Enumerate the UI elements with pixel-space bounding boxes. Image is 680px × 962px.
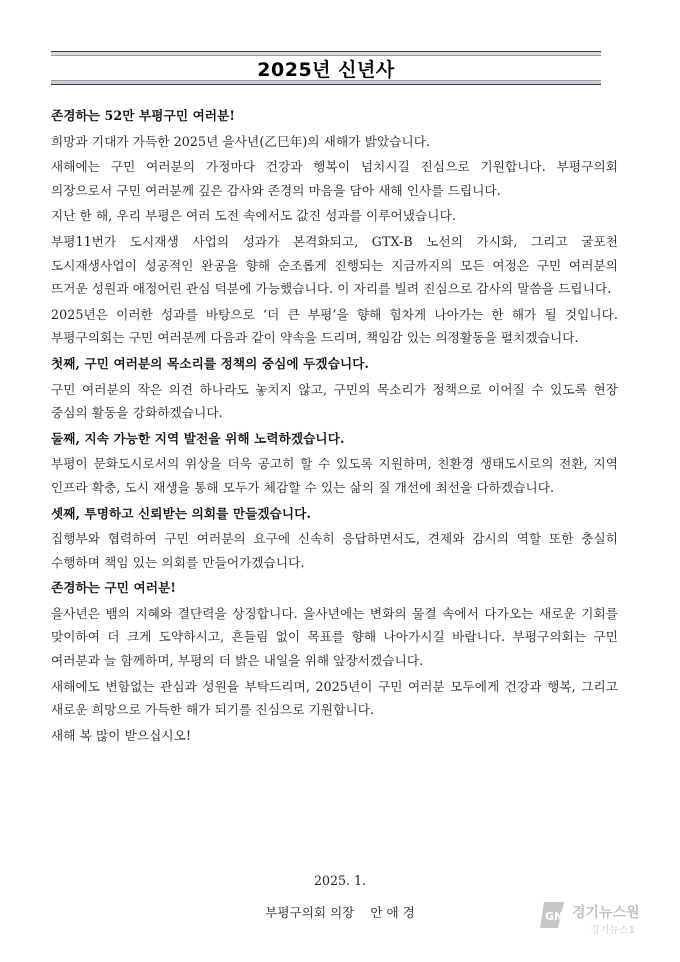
paragraph: 새해 복 많이 받으십시오! [51,727,192,743]
section-heading: 첫째, 구민 여러분의 목소리를 정책의 중심에 두겠습니다. [51,355,369,371]
letter-date: 2025. 1. [313,873,367,888]
watermark-logo-icon [540,900,568,930]
watermark-logo-text: GN [545,910,564,923]
paragraph: 새해에는 구민 여러분의 가정마다 건강과 행복이 넘치시길 진심으로 기원합니다. 부평구의회 의장으로서 구민 여러분께 깊은 감사와 존경의 마음을 담아 새해 인사를 드립니다. [51,159,618,198]
paragraph: 부평11번가 도시재생 사업의 성과가 본격화되고, GTX-B 노선의 가시화, 그리고 굴포천 도시재생사업이 성공적인 완공을 향해 순조롭게 진행되는 지금까지의 모든 여정은 구민 여러분의 뜨거운 성원과 애정어린 관심 덕분에 가능했습니다. 이 자리를 빌려 진심으로 감사의 말씀을 드립니다. [51,233,618,297]
watermark-subtitle: 경기뉴스1 [590,925,636,936]
paragraph: 집행부와 협력하여 구민 여러분의 요구에 신속히 응답하면서도, 견제와 감시의 역할 또한 충실히 수행하며 책임 있는 의회를 만들어가겠습니다. [51,531,618,570]
paragraph: 2025년은 이러한 성과를 바탕으로 ‘더 큰 부평’을 향해 힘차게 나아가는 한 해가 될 것입니다. 부평구의회는 구민 여러분께 다음과 같이 약속을 드리며, 책임감 있는 의정활동을 펼치겠습니다. [51,306,618,346]
title-inner [51,55,601,81]
page-title: 2025년 신년사 [257,58,395,81]
watermark-title: 경기뉴스원 [572,905,640,921]
section-heading: 존경하는 52만 부평구민 여러분! [51,108,235,123]
paragraph: 부평이 문화도시로서의 위상을 더욱 공고히 할 수 있도록 지원하며, 친환경 생태도시로의 전환, 지역 인프라 확충, 도시 재생을 통해 모두가 체감할 수 있는 삶의 질 개선에 최선을 다하겠습니다. [51,456,618,495]
paragraph: 을사년은 뱀의 지혜와 결단력을 상징합니다. 을사년에는 변화의 물결 속에서 다가오는 새로운 기회를 맞이하여 더 크게 도약하시고, 흔들림 없이 목표를 향해 나아가시길 바랍니다. 부평구의회는 구민 여러분과 늘 함께하며, 부평의 더 밝은 내일을 위해 앞장서겠습니다. [51,605,618,669]
section-heading: 존경하는 구민 여러분! [51,580,176,596]
letter-signature: 부평구의회 의장 안 애 경 [265,905,415,920]
paragraph: 희망과 기대가 가득한 2025년 을사년(乙巳年)의 새해가 밝았습니다. [51,133,431,149]
section-heading: 셋째, 투명하고 신뢰받는 의회를 만들겠습니다. [51,505,311,521]
watermark [540,896,670,940]
section-heading: 둘째, 지속 가능한 지역 발전을 위해 노력하겠습니다. [51,430,345,446]
paragraph: 지난 한 해, 우리 부평은 여러 도전 속에서도 값진 성과를 이루어냈습니다. [51,208,456,224]
title-box [51,51,601,85]
paragraph: 구민 여러분의 작은 의견 하나라도 놓치지 않고, 구민의 목소리가 정책으로 이어질 수 있도록 현장 중심의 활동을 강화하겠습니다. [51,381,618,421]
letter-body [51,104,618,749]
paragraph: 새해에도 변함없는 관심과 성원을 부탁드리며, 2025년이 구민 여러분 모두에게 건강과 행복, 그리고 새로운 희망으로 가득한 해가 되기를 진심으로 기원합니다. [51,678,618,718]
